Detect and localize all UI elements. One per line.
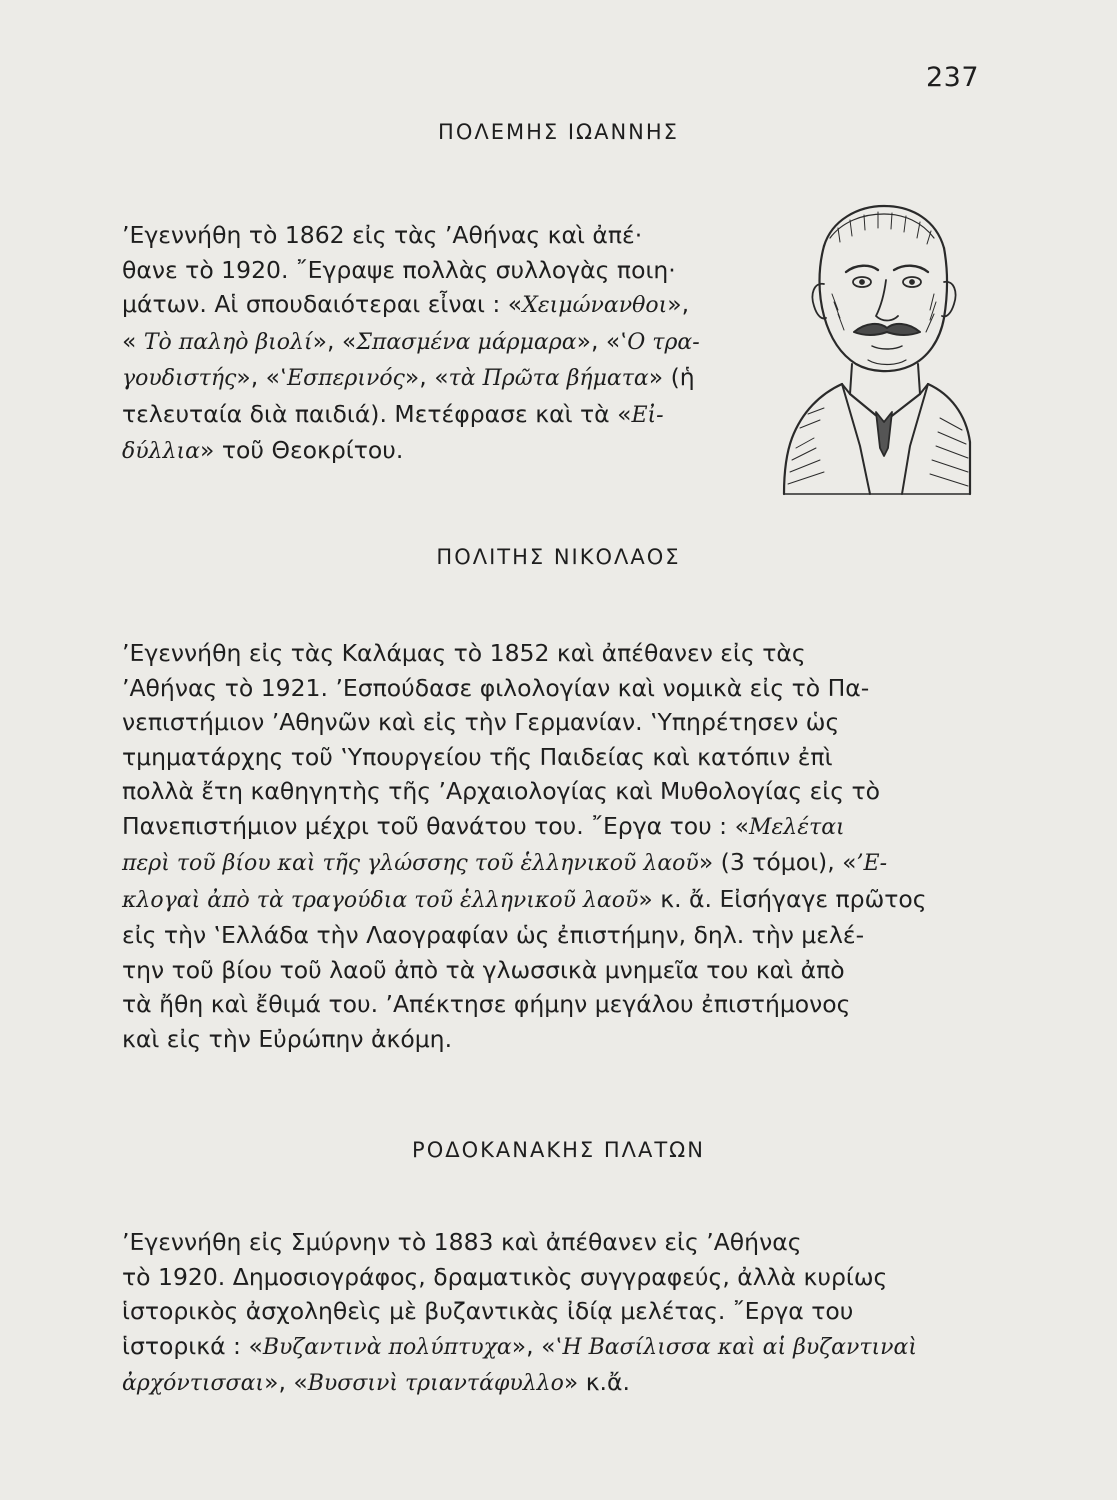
page-number: 237 <box>926 62 980 93</box>
portrait-engraving <box>780 198 972 498</box>
text-run: πολλὰ ἔτη καθηγητὴς τῆς ’Αρχαιολογίας καὶ Μυθολογίας εἰς τὸ <box>122 777 881 805</box>
text-line <box>122 360 775 397</box>
text-line <box>122 671 974 706</box>
italic-title: ἀρχόντισσαι <box>122 1371 265 1396</box>
italic-title: Βυζαντινὰ πολύπτυχα <box>262 1334 512 1360</box>
text-run: ἱστορικά : « <box>122 1331 263 1360</box>
text-line <box>122 987 974 1022</box>
text-line <box>122 740 974 775</box>
text-line <box>122 809 974 846</box>
text-line <box>122 705 974 740</box>
text-run: ἱστορικὸς ἀσχοληθεὶς μὲ βυζαντικὰς ἰδίᾳ μελέτας. ῎Εργα του <box>122 1297 854 1325</box>
italic-title: δύλλια <box>122 439 200 464</box>
biography-polemis <box>122 218 775 470</box>
section-heading-rodokanakis: ΡΟΔΟΚΑΝΑΚΗΣ ΠΛΑΤΩΝ <box>412 1138 705 1162</box>
text-run: » (ἡ <box>648 363 695 391</box>
text-run: ’Εγεννήθη εἰς Σμύρνην τὸ 1883 καὶ ἀπέθανεν εἰς ’Αθήνας <box>122 1228 802 1256</box>
text-run: την τοῦ βίου τοῦ λαοῦ ἀπὸ τὰ γλωσσικὰ μνημεῖα του καὶ ἀπὸ <box>122 955 845 984</box>
text-run: », « <box>511 1331 556 1360</box>
biography-politis <box>122 636 974 1056</box>
section-heading-politis: ΠΟΛΙΤΗΣ ΝΙΚΟΛΑΟΣ <box>436 545 681 569</box>
text-line <box>122 774 974 809</box>
italic-title: κλογαὶ ἀπὸ τὰ τραγούδια τοῦ ἑλληνικοῦ λαοῦ <box>122 887 639 913</box>
text-line <box>122 218 775 253</box>
text-run: τελευταία διὰ παιδιά). Μετέφρασε καὶ τὰ « <box>122 399 632 428</box>
text-line <box>122 287 775 324</box>
italic-title: ‛Η Βασίλισσα καὶ αἱ βυζαντιναὶ <box>555 1334 918 1360</box>
text-run: μάτων. Αἱ σπουδαιότεραι εἶναι : « <box>122 290 523 318</box>
text-line <box>122 1260 974 1295</box>
text-line <box>122 953 974 988</box>
text-run: ’Εγεννήθη τὸ 1862 εἰς τὰς ’Αθήνας καὶ ἀπέ· <box>122 221 643 249</box>
text-line <box>122 1329 974 1366</box>
text-line <box>122 882 974 919</box>
text-line <box>122 636 974 671</box>
text-run: », « <box>312 326 357 355</box>
text-run: » τοῦ Θεοκρίτου. <box>200 436 404 464</box>
text-run: » κ.ἄ. <box>563 1368 630 1396</box>
italic-title: ‛Εσπερινός <box>280 366 405 391</box>
italic-title: γουδιστής <box>122 366 237 391</box>
text-line <box>122 918 974 953</box>
text-run: » (3 τόμοι), « <box>698 848 857 876</box>
text-run: », « <box>576 326 621 355</box>
text-run: » κ. ἄ. Εἰσήγαγε πρῶτος <box>638 884 927 913</box>
italic-title: Χειμώνανθοι <box>522 293 668 318</box>
italic-title: Εἰ- <box>631 402 664 428</box>
italic-title: Τὸ παληὸ βιολί <box>143 329 313 355</box>
italic-title: τὰ Πρῶτα βήματα <box>448 366 649 391</box>
text-line <box>122 1022 974 1057</box>
italic-title: Μελέται <box>748 814 845 840</box>
text-line <box>122 1365 974 1402</box>
text-run: », « <box>236 363 281 391</box>
italic-title: ‛Ο τρα- <box>620 329 700 355</box>
text-run: νεπιστήμιον ’Αθηνῶν καὶ εἰς τὴν Γερμανίαν. ‛Υπηρέτησεν ὡς <box>122 708 840 736</box>
text-run: εἰς τὴν ‛Ελλάδα τὴν Λαογραφίαν ὡς ἐπιστήμην, δηλ. τὴν μελέ- <box>122 921 865 949</box>
text-run: Πανεπιστήμιον μέχρι τοῦ θανάτου του. ῎Εργα του : « <box>122 811 749 840</box>
italic-title: Βυσσινὶ τριαντάφυλλο <box>307 1371 564 1396</box>
text-line <box>122 433 775 470</box>
section-heading-polemis: ΠΟΛΕΜΗΣ ΙΩΑΝΝΗΣ <box>438 120 679 144</box>
italic-title: Σπασμένα μάρμαρα <box>356 329 577 355</box>
biography-rodokanakis <box>122 1225 974 1402</box>
text-run: θανε τὸ 1920. ῎Εγραψε πολλὰς συλλογὰς ποιη· <box>122 255 676 284</box>
text-run: », « <box>264 1368 308 1396</box>
text-run: τὰ ἤθη καὶ ἔθιμά του. ’Απέκτησε φήμην μεγάλου ἐπιστήμονος <box>122 990 851 1018</box>
text-line <box>122 397 775 434</box>
text-run: », <box>667 290 690 318</box>
text-run: τὸ 1920. Δημοσιογράφος, δραματικὸς συγγραφεύς, ἀλλὰ κυρίως <box>122 1262 888 1291</box>
text-run: ’Αθήνας τὸ 1921. ’Εσπούδασε φιλολογίαν καὶ νομικὰ εἰς τὸ Πα- <box>122 673 870 702</box>
text-line <box>122 1225 974 1260</box>
text-line <box>122 324 775 361</box>
text-line <box>122 845 974 882</box>
text-run: ’Εγεννήθη εἰς τὰς Καλάμας τὸ 1852 καὶ ἀπέθανεν εἰς τὰς <box>122 639 806 667</box>
text-run: καὶ εἰς τὴν Εὐρώπην ἀκόμη. <box>122 1024 453 1053</box>
italic-title: περὶ τοῦ βίου καὶ τῆς γλώσσης τοῦ ἑλληνικοῦ λαοῦ <box>122 851 699 876</box>
text-run: », « <box>404 363 449 391</box>
text-run: « <box>122 326 144 355</box>
text-line <box>122 1294 974 1329</box>
text-line <box>122 253 775 288</box>
text-run: τμηματάρχης τοῦ ‛Υπουργείου τῆς Παιδείας καὶ κατόπιν ἐπὶ <box>122 742 833 771</box>
italic-title: ’Ε- <box>856 851 888 876</box>
